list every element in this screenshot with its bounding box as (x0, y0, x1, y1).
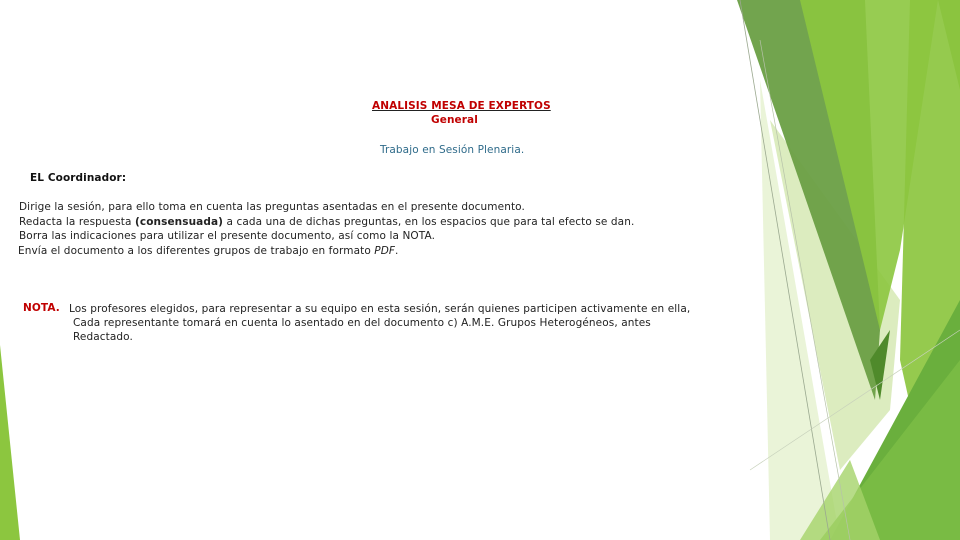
instruction-line-4-start: Envía el documento a los diferentes grupos de trabajo en formato (18, 245, 375, 257)
coordinator-heading: EL Coordinador: (30, 172, 127, 184)
nota-label: NOTA. (23, 302, 60, 314)
instruction-line-1: Dirige la sesión, para ello toma en cuenta las preguntas asentadas en el presente documento. (19, 201, 525, 213)
instruction-line-2 (19, 215, 634, 229)
instruction-line-2-start: Redacta la respuesta (19, 216, 135, 228)
instruction-line-4 (18, 244, 399, 258)
document-subtitle: General (431, 114, 478, 126)
nota-line-1: Los profesores elegidos, para representar a su equipo en esta sesión, serán quienes participen activamente en ella, (69, 303, 691, 315)
nota-line-2: Cada representante tomará en cuenta lo asentado en del documento c) A.M.E. Grupos Heterogéneos, antes (73, 317, 651, 329)
nota-line-3: Redactado. (73, 331, 133, 343)
instruction-line-3: Borra las indicaciones para utilizar el presente documento, así como la NOTA. (19, 230, 436, 242)
instruction-line-2-bold: (consensuada) (135, 216, 224, 228)
session-label: Trabajo en Sesión Plenaria. (380, 144, 525, 156)
document-title: ANALISIS MESA DE EXPERTOS (372, 100, 551, 112)
instruction-line-4-end: . (395, 245, 399, 257)
instruction-line-4-italic: PDF (374, 245, 396, 257)
instruction-line-2-end: a cada una de dichas preguntas, en los espacios que para tal efecto se dan. (223, 216, 635, 228)
left-green-sliver (0, 345, 20, 540)
